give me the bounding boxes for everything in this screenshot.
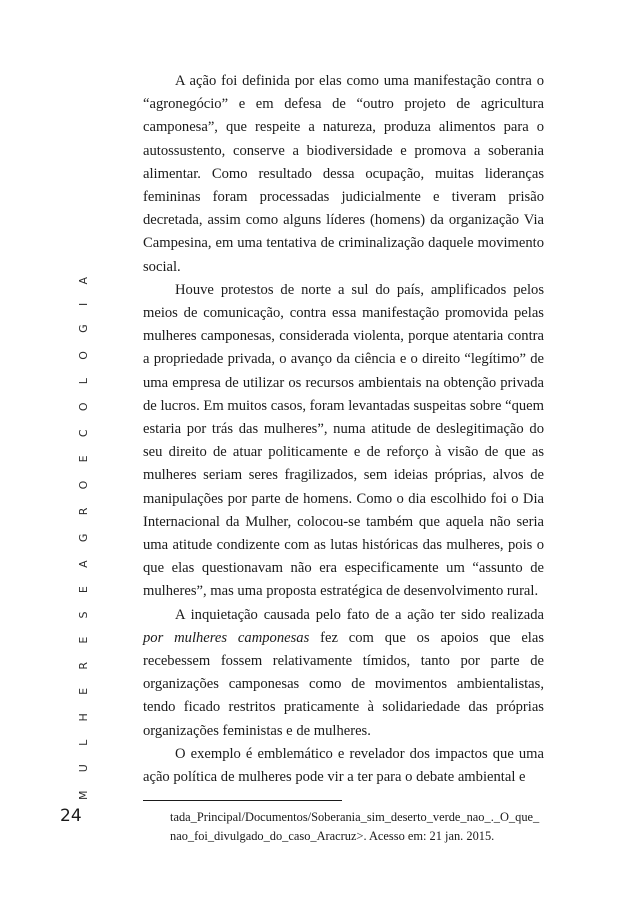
footnote: tada_Principal/Documentos/Soberania_sim_deserto_verde_nao_._O_que_nao_foi_divulgado_do_caso_Aracruz>. Acesso em: 21 jan. 2015.: [170, 810, 540, 843]
footnote-divider: [143, 800, 342, 801]
paragraph-3-start: A inquietação causada pelo fato de a ação ter sido realizada: [175, 606, 544, 623]
running-title: M U L H E R E S E A G R O E C O L O G I A: [77, 269, 90, 800]
paragraph-2: Houve protestos de norte a sul do país, amplificados pelos meios de comunicação, contra essa manifestação promovida pelas mulheres camponesas, considerada violenta, porque atentaria contra a propriedade privada, o avanço da ciência e o direito “legítimo” de uma empresa de utilizar os recursos ambientais na obtenção privada de lucros. Em muitos casos, foram levantadas suspeitas sobre “quem estaria por trás das mulheres”, numa atitude de deslegitimação do seu direito de atuar politicamente e de reforço à visão de que as mulheres seriam seres fragilizados, sem ideias próprias, alvos de manipulações por parte de homens. Como o dia escolhido foi o Dia Internacional da Mulher, colocou-se também que aquela não seria uma atitude condizente com as lutas históricas das mulheres, pois o que elas questionavam não era especificamente um “assunto de mulheres”, mas uma proposta estratégica de desenvolvimento rural.: [143, 281, 544, 600]
emphasized-phrase: por mulheres camponesas: [143, 629, 310, 646]
paragraph-3: [143, 604, 544, 743]
page-number: 24: [60, 806, 82, 826]
paragraph-1: A ação foi definida por elas como uma manifestação contra o “agronegócio” e em defesa de “outro projeto de agricultura camponesa”, que respeite a natureza, produza alimentos para o autossustento, conserve a biodiversidade e promova a soberania alimentar. Como resultado dessa ocupação, muitas lideranças femininas foram processadas judicialmente e tiveram prisão decretada, assim como alguns líderes (homens) da organização Via Campesina, em uma tentativa de criminalização daquele movimento social.: [143, 73, 544, 275]
paragraph-3-end: fez com que os apoios que elas recebessem fossem relativamente tímidos, tanto por parte de organizações camponesas como de movimentos ambientalistas, tendo ficado restritos praticamente à solidariedade das próprias organizações feministas e de mulheres.: [143, 629, 545, 739]
paragraph-4: O exemplo é emblemático e revelador dos impactos que uma ação política de mulheres pode vir a ter para o debate ambiental e: [143, 745, 544, 786]
body-text: [143, 70, 544, 789]
